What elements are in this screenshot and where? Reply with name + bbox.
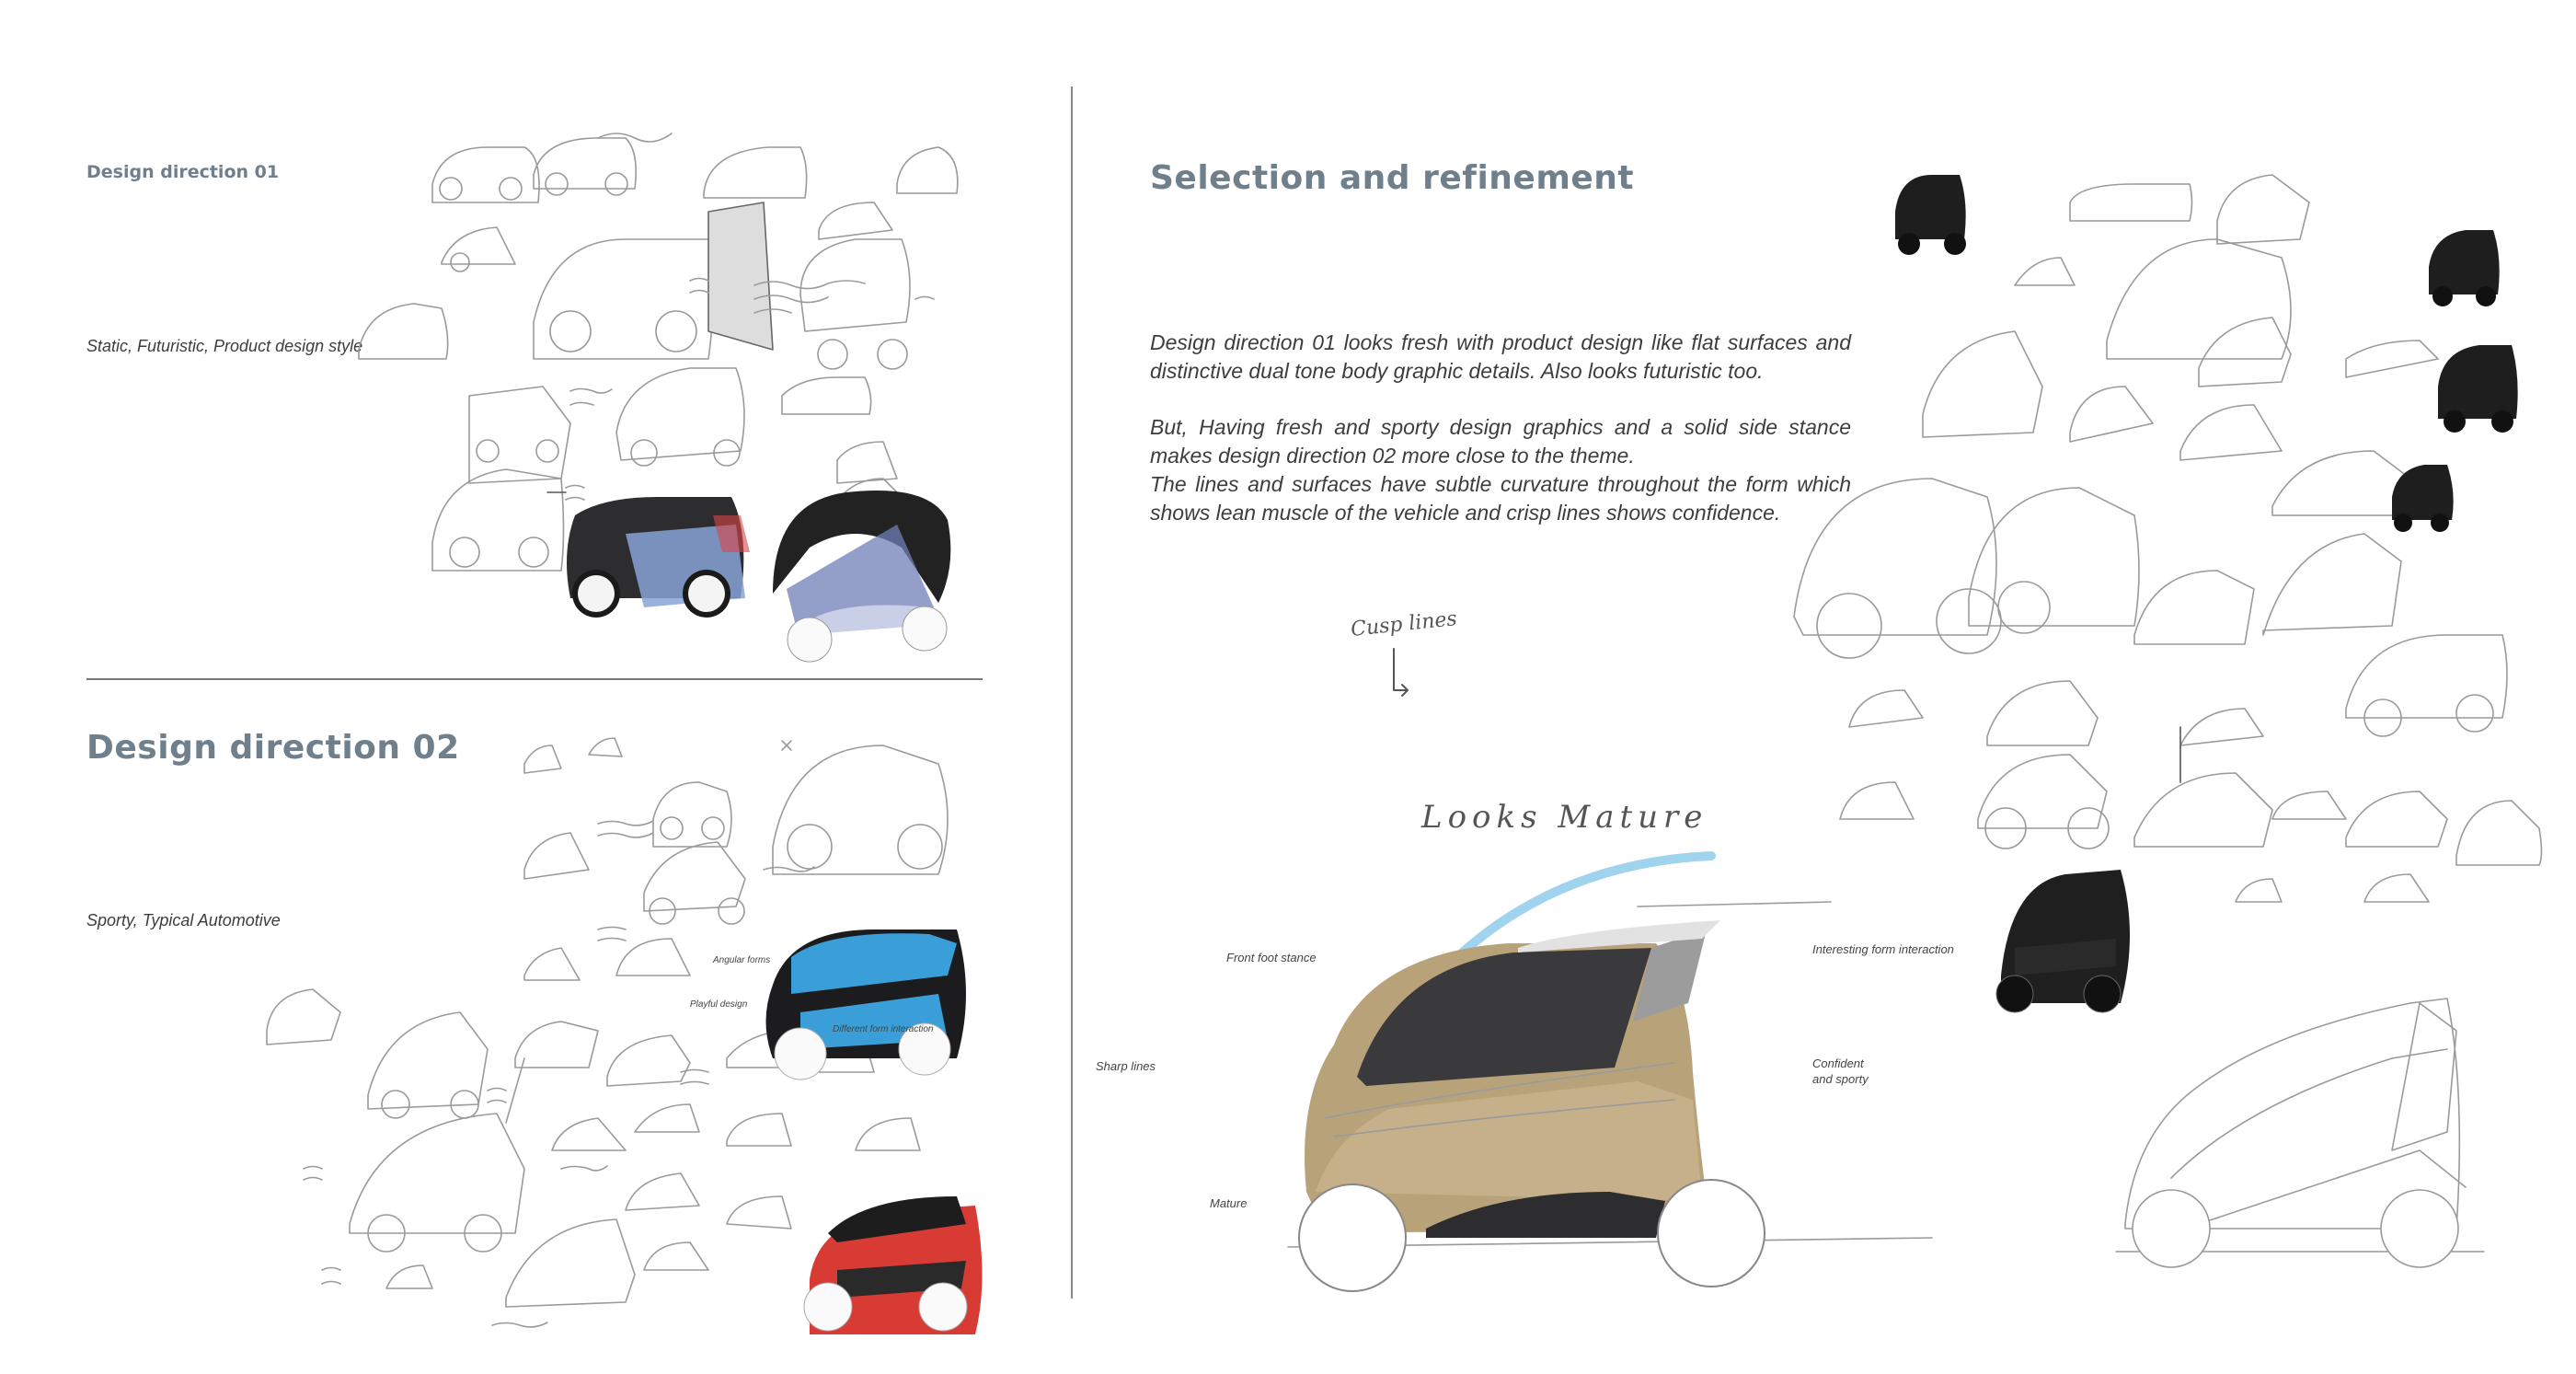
selection-body (1150, 329, 1851, 527)
selection-title: Selection and refinement (1150, 159, 1635, 197)
black-car-render-3 (2438, 345, 2518, 433)
paragraph-2: But, Having fresh and sporty design graphics and a solid side stance makes design direction 02 more close to the theme. (1150, 415, 1851, 468)
section-divider (86, 678, 983, 680)
black-car-render-5 (1996, 870, 2130, 1012)
anno-front-foot: Front foot stance (1226, 951, 1317, 964)
refined-car-line-sketch (2116, 1003, 2484, 1288)
paragraph-1: Design direction 01 looks fresh with product design like flat surfaces and distinctive dual tone body graphic details. Also looks futuristic too. (1150, 330, 1851, 383)
page-divider (1071, 87, 1073, 1299)
anno-confident: Confident and sporty (1812, 1056, 1869, 1086)
black-car-render-4 (2392, 465, 2454, 532)
handwritten-looks-mature: Looks Mature (1421, 799, 1708, 836)
cusp-arrow-icon (1385, 644, 1421, 699)
dir1-subtitle: Static, Futuristic, Product design style (86, 337, 363, 355)
black-car-render-2 (2429, 230, 2500, 306)
black-car-render-1 (1895, 175, 1966, 255)
dir1-sketch-cluster (350, 110, 994, 672)
dir2-title: Design direction 02 (86, 729, 460, 767)
anno-interesting-form: Interesting form interaction (1812, 942, 1954, 956)
handwritten-cusp-lines: Cusp lines (1350, 607, 1458, 641)
dir2-subtitle: Sporty, Typical Automotive (86, 911, 281, 929)
note-playful: Playful design (690, 999, 748, 1010)
note-angular: Angular forms (713, 955, 771, 965)
anno-mature: Mature (1210, 1196, 1248, 1210)
dir1-title: Design direction 01 (86, 162, 280, 182)
anno-sharp-lines: Sharp lines (1096, 1059, 1156, 1073)
note-interaction: Different form interaction (833, 1024, 934, 1034)
paragraph-3: The lines and surfaces have subtle curvature throughout the form which shows lean muscle of the vehicle and crisp lines shows confidence. (1150, 472, 1851, 525)
